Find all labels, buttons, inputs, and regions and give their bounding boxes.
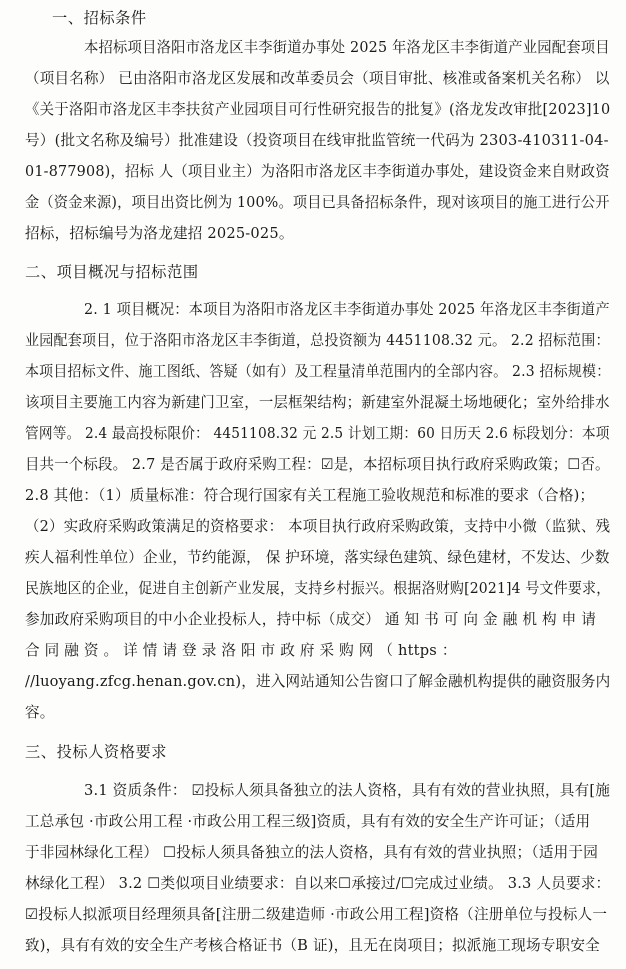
- paragraph-line: 林绿化工程） 3.2 ☐类似项目业绩要求：自以来☐承接过/☐完成过业绩。 3.3 人员要求：: [25, 875, 611, 892]
- paragraph-line: 于非园林绿化工程） ☐投标人须具备独立的法人资格，具有有效的营业执照；（适用于园: [25, 844, 598, 861]
- paragraph-line: 本项目招标文件、施工图纸、答疑（如有）及工程量清单范围内的全部内容。 2.3 招标规模：: [25, 363, 611, 380]
- paragraph-line: 目共一个标段。 2.7 是否属于政府采购工程：☑是，本招标项目执行政府采购政策；☐否。: [25, 456, 610, 473]
- paragraph-line: 本招标项目洛阳市洛龙区丰李街道办事处 2025 年洛龙区丰李街道产业园配套项目: [84, 39, 610, 56]
- section-heading-bidding-conditions: 一、招标条件: [52, 9, 147, 27]
- section-heading-project-overview: 二、项目概况与招标范围: [25, 263, 199, 281]
- paragraph-line: 合 同 融 资 。 详 情 请 登 录 洛 阳 市 政 府 采 购 网 （ https ：: [25, 642, 457, 659]
- paragraph-line: 业园配套项目，位于洛阳市洛龙区丰李街道，总投资额为 4451108.32 元。 2.2 招标范围：: [25, 332, 610, 349]
- paragraph-line: 该项目主要施工内容为新建门卫室，一层框架结构；新建室外混凝土场地硬化；室外给排水: [25, 394, 610, 411]
- paragraph-line: 01-877908)，招标 人（项目业主）为洛阳市洛龙区丰李街道办事处，建设资金来自财政资: [25, 163, 610, 180]
- paragraph-line: 容。: [25, 704, 55, 721]
- paragraph-line: 金（资金来源)，项目出资比例为 100%。项目已具备招标条件，现对该项目的施工进行公开: [25, 194, 610, 211]
- section-heading-bidder-qualifications: 三、投标人资格要求: [25, 743, 168, 761]
- paragraph-line: 参加政府采购项目的中小企业投标人，持中标（成交） 通 知 书 可 向 金 融 机 构 申 请: [25, 611, 597, 628]
- paragraph-line: 管网等。 2.4 最高投标限价： 4451108.32 元 2.5 计划工期：60 日历天 2.6 标段划分：本项: [25, 425, 610, 442]
- paragraph-line: 工总承包 ·市政公用工程 ·市政公用工程三级]资质，具有有效的安全生产许可证；（适用: [25, 813, 591, 830]
- paragraph-line: 号）(批文名称及编号）批准建设（投资项目在线审批监管统一代码为 2303-410311-04-: [25, 132, 609, 149]
- paragraph-line: （项目名称） 已由洛阳市洛龙区发展和改革委员会（项目审批、核准或备案机关名称） 以: [25, 70, 610, 87]
- paragraph-line: 致)，具有有效的安全生产考核合格证书（B 证)，且无在岗项目；拟派施工现场专职安全: [25, 937, 600, 954]
- paragraph-line: 3.1 资质条件： ☑投标人须具备独立的法人资格，具有有效的营业执照，具有[施: [84, 782, 611, 799]
- paragraph-line: 《关于洛阳市洛龙区丰李扶贫产业园项目可行性研究报告的批复》(洛龙发改审批[2023]10: [25, 101, 611, 118]
- paragraph-line: 2. 1 项目概况：本项目为洛阳市洛龙区丰李街道办事处 2025 年洛龙区丰李街道产: [84, 301, 610, 318]
- paragraph-line: 招标，招标编号为洛龙建招 2025-025。: [25, 225, 294, 242]
- paragraph-line: （2）实政府采购政策满足的资格要求： 本项目执行政府采购政策，支持中小微（监狱、残: [25, 518, 611, 535]
- paragraph-line: ☑投标人拟派项目经理须具备[注册二级建造师 ·市政公用工程]资格（注册单位与投标人一: [25, 906, 608, 923]
- paragraph-line: 疾人福利性单位）企业，节约能源， 保 护环境，落实绿色建筑、绿色建材，不发达、少数: [25, 549, 610, 566]
- paragraph-line: 2.8 其他：（1）质量标准：符合现行国家有关工程施工验收规范和标准的要求（合格)；: [25, 487, 595, 504]
- paragraph-line: //luoyang.zfcg.henan.gov.cn)，进入网站通知公告窗口了解金融机构提供的融资服务内: [25, 673, 611, 690]
- paragraph-line: 民族地区的企业，促进自主创新产业发展，支持乡村振兴。根据洛财购[2021]4 号文件要求，: [25, 580, 611, 597]
